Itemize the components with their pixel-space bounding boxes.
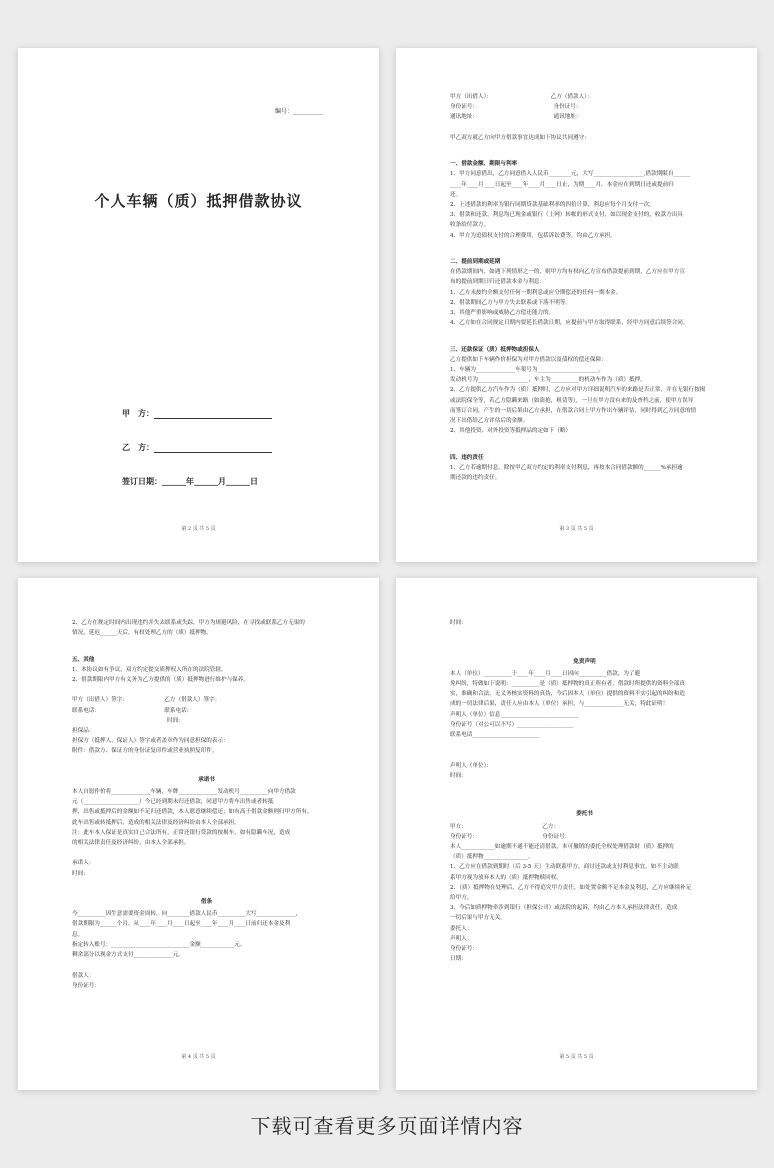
- text-line: [72, 960, 341, 970]
- section-heading: 四、违约责任: [450, 454, 484, 461]
- text-line: [450, 437, 719, 447]
- section-heading: 五、其他: [72, 656, 95, 663]
- text-line: 甲方（出借人）签字： 乙方（借款人）签字：: [72, 697, 221, 704]
- section-heading: 三、还款保证（质）抵押物或担保人: [450, 346, 540, 353]
- text-line: 2、乙方在规定时间内出现违约并失去联系或失踪，甲方为规避风险，在寻找或联系乙方无果的: [72, 620, 305, 626]
- text-line: 3、今后如质押物牵涉到银行（担保公司）或法院的起诉，均由乙方本人承担法律责任，造成: [450, 905, 678, 912]
- signing-date: 签订日期：______年______月______日: [122, 477, 258, 486]
- text-line: ____年____月____日起至____年____月____日止，为期____月。本金应在到期日还或提前归: [450, 181, 674, 188]
- text-line: 1、乙方应在借款到期时（后 3-5 天）主动联系甲方，商讨还款或支付利息事宜，如不主动联: [450, 864, 679, 871]
- text-line: 系甲方视为放弃本人的（质）抵押物赎回权。: [450, 874, 562, 881]
- text-line: 2、上述借款的利率为银行同期贷款基础利率的四倍计算，利息应每个月支付一次。: [450, 202, 655, 209]
- agreement-title: 个人车辆（质）抵押借款协议: [94, 192, 303, 210]
- text-line: [450, 638, 719, 648]
- text-line: [72, 848, 341, 858]
- text-line: 甲乙双方就乙方向甲方借款事宜达成如下协议共同遵守：: [450, 134, 590, 141]
- party-a-label: 甲 方：: [122, 409, 154, 418]
- text-line: 时间：: [72, 870, 89, 877]
- text-line: 身份证号（对公可以不写）____________________: [450, 721, 574, 728]
- text-line: 3、借款和还款，利息均已现金或银行（上网）转帐的形式支付，如以现金支付的，收款方出具: [450, 212, 683, 219]
- text-line: 给甲方。: [450, 895, 473, 902]
- text-line: [72, 879, 341, 889]
- text-line: 声明人（单位）信息____________________________: [450, 711, 579, 718]
- text-line: 注：此车本人保证是真实自己合法所有，正常还银行贷款的按揭车，如有隐瞒车况，造成: [72, 829, 291, 836]
- text-line: [450, 123, 719, 133]
- text-line: 本人自愿作价将______________车辆，车牌______________发动机号__________向甲方借款: [72, 789, 296, 796]
- page-number: 第 5 页 共 5 页: [559, 1054, 594, 1060]
- text-line: 情况，延迟______天后，有权处理乙方的（质）抵押物。: [72, 630, 212, 637]
- text-line: 2、乙方提供乙方汽车作为（质）抵押时，乙方应对甲方详细说明汽车的来路是否正常，并在无银行按揭: [450, 387, 706, 394]
- document-page-3: [396, 48, 757, 562]
- section-title: 免责声明: [573, 658, 596, 665]
- page-5-body: [450, 618, 719, 965]
- section-title: 借条: [200, 899, 213, 906]
- section-title: 委托书: [576, 811, 593, 818]
- text-line: 一切后果与甲方无关。: [450, 915, 506, 922]
- party-a-blank: [154, 410, 272, 419]
- page-3-body: [450, 92, 719, 483]
- document-page-4: [18, 578, 379, 1090]
- text-line: 借款期限为______个月，从____年____月____日起至____年____月____日前归还本金及利: [72, 921, 291, 928]
- text-line: 2、借款期间乙方与甲方失去联系或下落不明等。: [450, 299, 572, 306]
- text-line: [450, 781, 719, 791]
- text-line: 时间：: [450, 620, 467, 626]
- text-line: [450, 241, 719, 251]
- text-line: 免纠纷，特做如下说明：__________是（质）抵押物的真正所有者，借款时所提供的资料全部真: [450, 681, 685, 688]
- party-b-blank: [154, 444, 272, 453]
- text-line: 甲方： 乙方：: [450, 823, 560, 830]
- page-number: 第 3 页 共 5 页: [559, 526, 594, 532]
- text-line: 附件：借款方、保证方的身份证复印件或营业执照复印件。: [72, 748, 218, 755]
- text-line: [72, 685, 341, 695]
- text-line: 指定转入账号：____________________________金额____________元。: [72, 941, 246, 948]
- text-line: [450, 328, 719, 338]
- text-line: 2、借款期限内甲方有义务为乙方提供的（质）抵押物进行维护与保养。: [72, 677, 249, 684]
- text-line: 身份证号：: [450, 946, 478, 953]
- text-line: （质）抵押物________________。: [450, 854, 534, 861]
- text-line: 担保品：: [72, 728, 95, 735]
- text-line: [72, 638, 341, 648]
- text-line: 1、本协议如有争议，双方约定提交质押权人所在的法院管辖。: [72, 666, 227, 673]
- text-line: 声明人（单位）：: [450, 762, 492, 769]
- agreement-number: 编号：__________: [274, 108, 323, 115]
- text-line: 在借款期间内，如遇下列情形之一的，则甲方均有权向乙方宣布借款提前到期，乙方应在甲方宣: [450, 269, 685, 276]
- text-line: 元（____________________）今已经到期未归还借款，同意甲方将车出售或者转抵: [72, 799, 274, 806]
- section-title: 承诺书: [198, 776, 215, 783]
- text-line: 1、车辆为______________车架号为______________________,: [450, 367, 601, 374]
- text-line: 时间：: [72, 717, 184, 724]
- text-line: 剩余部分以现金方式支付______________元。: [72, 952, 184, 959]
- text-line: [450, 791, 719, 801]
- text-line: 今__________因生意需要资金周转，向________借款人民币__________大写______________，: [72, 911, 302, 918]
- text-line: 声明人：: [450, 935, 473, 942]
- text-line: 甲方（出借人）： 乙方（借款人）：: [450, 94, 593, 100]
- text-line: 联系电话： 联系电话：: [72, 707, 193, 714]
- document-page-2: [18, 48, 379, 562]
- page-4-body: [72, 618, 341, 991]
- text-line: 况下出借给乙方评估后的金额。: [450, 418, 529, 425]
- text-line: [450, 740, 719, 750]
- text-line: 本人____________如逾期不通不能还清借款，本可撤销的委托全权处理借款时（质）抵押的: [450, 844, 674, 851]
- text-line: 发动机号为__________________，车主为__________的机动车作为（质）抵押。: [450, 377, 646, 384]
- text-line: 借款人：: [72, 972, 95, 979]
- text-line: 本人（单位）__________于____年____月____日因向__________借款，为了避: [450, 670, 641, 677]
- text-line: 担保方（抵押人、保证人）签字或者盖章作为同意担保的表示：: [72, 738, 229, 745]
- text-line: 身份证号： 身份证号：: [450, 104, 582, 111]
- text-line: 承诺人：: [72, 860, 95, 867]
- text-line: [450, 628, 719, 638]
- party-b-signature-line: [122, 442, 272, 453]
- text-line: 联系电话________________________: [450, 732, 540, 739]
- download-hint[interactable]: 下载可查看更多页面详情内容: [250, 1114, 524, 1138]
- page-number: 第 4 页 共 5 页: [181, 1054, 216, 1060]
- text-line: 而签订合同，产生的一切后果由乙方承担，在借款合同上甲方作出车辆评估，同时得到乙方同意的情: [450, 407, 697, 414]
- text-line: 4、甲方为追债权支付的合理费用，包括诉讼费等，均由乙方承担。: [450, 232, 616, 239]
- text-line: 日期：: [450, 956, 467, 963]
- text-line: 1、甲方同意借出，乙方同意借入人民币________元，大写__________________,借款期限自______: [450, 171, 691, 178]
- text-line: [450, 143, 719, 153]
- text-line: 委托人：: [450, 925, 473, 932]
- text-line: 息。: [72, 931, 84, 938]
- section-heading: 一、借款金额、期限与利率: [450, 161, 518, 168]
- text-line: 3、其他严重影响或威胁乙方偿还能力的。: [450, 310, 555, 317]
- text-line: 押，出售或抵押后的金额如不足归还借款，本人愿意继续偿还；如有高于借款金额则归甲方所有，: [72, 809, 313, 816]
- text-line: 收条给付款方。: [450, 222, 490, 229]
- page-number: 第 2 页 共 5 页: [181, 526, 216, 532]
- text-line: 乙方提供如下车辆作价担保为对甲方借款以及债权的偿还保障：: [450, 356, 607, 363]
- text-line: 2、（质）抵押物在处理后，乙方不得追究甲方责任，如处置金额不足本金及利息，乙方应继续补足: [450, 884, 692, 891]
- party-b-label: 乙 方：: [122, 443, 154, 452]
- text-line: 身份证号：: [72, 982, 100, 989]
- text-line: 的相关法律责任及经济纠纷，由本人全部承担。: [72, 840, 190, 847]
- text-line: 成的一切法律后果，责任人应由本人（单位）承担，与______________无关，特此证明！: [450, 701, 669, 708]
- text-line: 期还款的违约责任。: [450, 475, 501, 482]
- text-line: [72, 757, 341, 767]
- text-line: 身份证号： 身份证号：: [450, 833, 571, 840]
- text-line: 2、其他投资、对外投资等抵押品的定如下（略）: [450, 428, 572, 435]
- text-line: 时间：: [450, 772, 467, 779]
- text-line: 实，准确和合法，无义务核实资料的真伪，今后因本人（单位）提供的资料不实引起的纠纷和造: [450, 691, 685, 698]
- text-line: 或法院保全等，若乙方隐瞒来路（如盗抢，租赁等），一旦在甲方没有来的及查档之前，使甲方误导: [450, 397, 694, 404]
- text-line: 布的提前到期日归还借款本金与利息：: [450, 279, 546, 286]
- text-line: [450, 750, 719, 760]
- text-line: 通讯地址： 通讯地址：: [450, 114, 582, 121]
- text-line: 1、乙方若逾期付息，除按甲乙双方约定的利率支付利息，再按本合同借款额的______%承担逾: [450, 464, 683, 471]
- text-line: 还。: [450, 191, 462, 198]
- text-line: 此车出售或转抵押后，造成的相关法律及经济纠纷由本人全部承担。: [72, 819, 240, 826]
- section-heading: 二、提前到期或延期: [450, 259, 501, 266]
- party-a-signature-line: [122, 408, 272, 419]
- text-line: 1、乙方未按约全额支付任何一期利息或应分期偿还的任何一期本金。: [450, 289, 622, 296]
- document-page-5: [396, 578, 757, 1090]
- text-line: 4、乙方如在合同规定日期内要延长借款日期，应提前与甲方取得联系，经甲方同意后续签合同。: [450, 320, 689, 327]
